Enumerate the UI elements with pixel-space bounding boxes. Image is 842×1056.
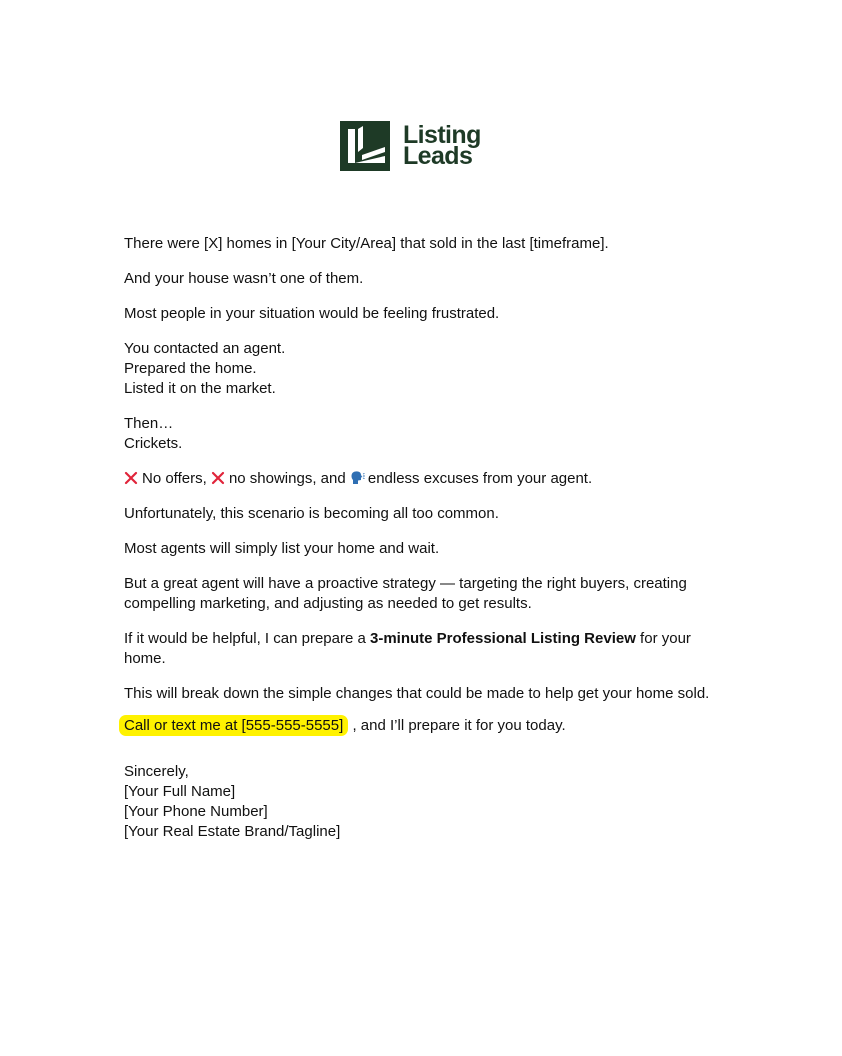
offer-line-1 xyxy=(124,629,724,649)
step-line: Prepared the home. xyxy=(124,360,257,377)
paragraph-strategy xyxy=(124,574,724,614)
call-to-action xyxy=(124,716,724,736)
no-showings-text: no showings, and xyxy=(228,470,346,487)
speaking-head-icon xyxy=(350,470,365,485)
paragraph-frustrated: Most people in your situation would be feeling frustrated. xyxy=(124,305,500,322)
strategy-line: compelling marketing, and adjusting as needed to get results. xyxy=(124,595,532,612)
listing-leads-logo-icon xyxy=(340,121,390,171)
paragraph-common: Unfortunately, this scenario is becoming all too common. xyxy=(124,505,499,522)
logo xyxy=(340,120,481,172)
paragraph-not-yours: And your house wasn’t one of them. xyxy=(124,270,364,287)
sign-off: Sincerely, xyxy=(124,763,189,780)
strategy-line: But a great agent will have a proactive strategy — targeting the right buyers, creating xyxy=(124,575,687,592)
signature-block xyxy=(124,762,724,842)
logo-wordmark xyxy=(403,121,481,170)
paragraph-crickets xyxy=(124,414,724,454)
step-line: Listed it on the market. xyxy=(124,380,276,397)
cross-mark-icon xyxy=(124,471,138,485)
cross-mark-icon xyxy=(211,471,225,485)
paragraph-breakdown: This will break down the simple changes that could be made to help get your home sold. xyxy=(124,685,710,702)
logo-line-2: Leads xyxy=(403,142,473,170)
paragraph-wait: Most agents will simply list your home and wait. xyxy=(124,540,440,557)
no-offers-text: No offers, xyxy=(142,470,207,487)
paragraph-offer xyxy=(124,629,724,669)
logo-line-1: Listing xyxy=(403,121,481,149)
offer-text: If it would be helpful, I can prepare a xyxy=(124,630,370,647)
then-line: Then… xyxy=(124,415,174,432)
brand-tagline: [Your Real Estate Brand/Tagline] xyxy=(124,823,341,840)
phone-highlight: Call or text me at [555-555-5555] xyxy=(119,715,348,736)
excuses-text: endless excuses from your agent. xyxy=(367,470,593,487)
paragraph-homes-sold: There were [X] homes in [Your City/Area] that sold in the last [timeframe]. xyxy=(124,235,609,252)
paragraph-steps xyxy=(124,339,724,399)
full-name: [Your Full Name] xyxy=(124,783,236,800)
phone-number: [Your Phone Number] xyxy=(124,803,268,820)
offer-text-end: for your xyxy=(635,630,691,647)
cta-rest: , and I’ll prepare it for you today. xyxy=(348,717,566,734)
offer-line-2: home. xyxy=(124,650,166,667)
step-line: You contacted an agent. xyxy=(124,340,286,357)
paragraph-no-offers xyxy=(124,469,724,489)
crickets-line: Crickets. xyxy=(124,435,183,452)
listing-review-bold: 3-minute Professional Listing Review xyxy=(369,630,636,647)
letter-body xyxy=(124,234,724,857)
